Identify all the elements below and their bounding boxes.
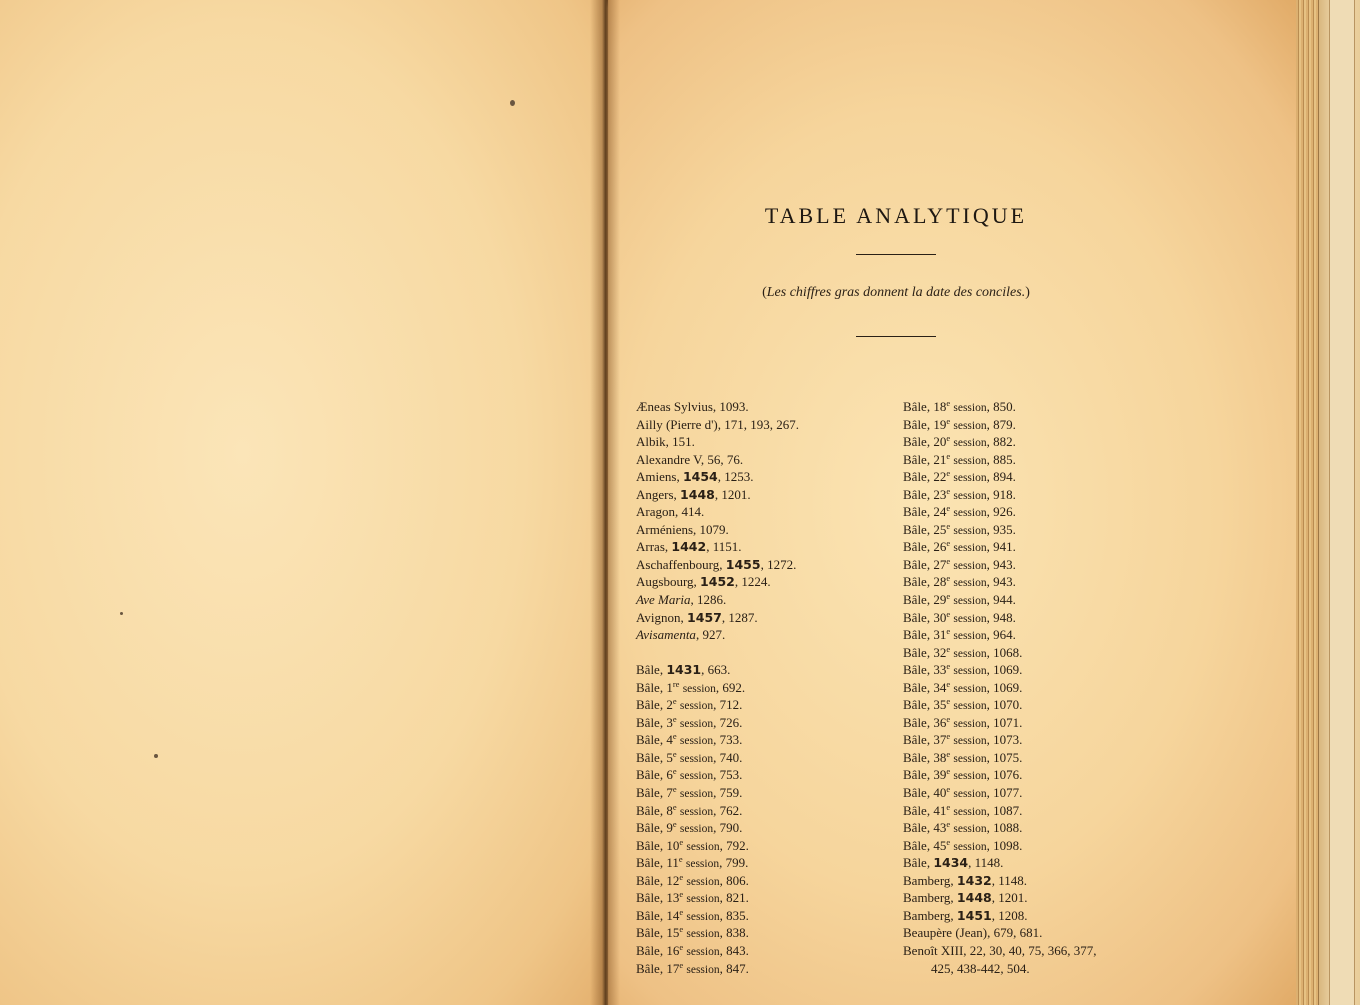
- index-entry: Arméniens, 1079.: [636, 521, 729, 537]
- subtitle-rule: [856, 336, 936, 337]
- index-entry: Bâle, 14e session, 835.: [636, 906, 749, 923]
- index-entry-continuation: 425, 438-442, 504.: [931, 960, 1030, 976]
- page-subtitle: (Les chiffres gras donnent la date des conciles.): [762, 285, 1030, 300]
- index-entry: Bâle, 37e session, 1073.: [903, 731, 1023, 748]
- index-entry: Arras, 1442, 1151.: [636, 539, 742, 555]
- index-entry: Bâle, 2e session, 712.: [636, 696, 743, 713]
- index-entry: Bâle, 23e session, 918.: [903, 485, 1016, 502]
- index-entry: Bâle, 10e session, 792.: [636, 836, 749, 853]
- index-entry: Bâle, 1434, 1148.: [903, 855, 1004, 871]
- index-entry: Bâle, 24e session, 926.: [903, 503, 1016, 520]
- index-entry: Bâle, 5e session, 740.: [636, 748, 743, 765]
- index-entry: Bâle, 34e session, 1069.: [903, 678, 1023, 695]
- index-entry: Æneas Sylvius, 1093.: [636, 399, 749, 414]
- index-entry: Bâle, 21e session, 885.: [903, 450, 1016, 467]
- index-entry: Amiens, 1454, 1253.: [636, 469, 754, 485]
- index-entry: Aragon, 414.: [636, 504, 705, 520]
- index-entry: Bâle, 11e session, 799.: [636, 854, 749, 871]
- index-entry: Avisamenta, 927.: [636, 627, 726, 643]
- index-entry: Bâle, 8e session, 762.: [636, 801, 743, 818]
- index-entry: Bâle, 28e session, 943.: [903, 573, 1016, 590]
- index-entry: Bâle, 39e session, 1076.: [903, 766, 1023, 783]
- index-column-left: [636, 398, 896, 977]
- index-entry: Bâle, 22e session, 894.: [903, 468, 1016, 485]
- index-entry: Bâle, 15e session, 838.: [636, 924, 749, 941]
- index-entry: Bâle, 26e session, 941.: [903, 538, 1016, 555]
- index-entry: Angers, 1448, 1201.: [636, 486, 751, 502]
- index-entry: Bâle, 6e session, 753.: [636, 766, 743, 783]
- index-entry: Bâle, 45e session, 1098.: [903, 836, 1023, 853]
- index-entry: Bâle, 20e session, 882.: [903, 433, 1016, 450]
- index-entry: Bâle, 12e session, 806.: [636, 871, 749, 888]
- index-entry: Bâle, 41e session, 1087.: [903, 801, 1023, 818]
- paper-speck: [120, 612, 123, 615]
- index-entry: Bâle, 27e session, 943.: [903, 555, 1016, 572]
- index-entry: Bâle, 1re session, 692.: [636, 678, 746, 695]
- page-title: TABLE ANALYTIQUE: [764, 203, 1028, 228]
- index-entry: Bamberg, 1432, 1148.: [903, 872, 1027, 888]
- index-entry: Benoît XIII, 22, 30, 40, 75, 366, 377,: [903, 942, 1097, 958]
- index-entry: Bamberg, 1448, 1201.: [903, 890, 1028, 906]
- next-page-edge: [1318, 0, 1360, 1005]
- index-blank-line: [636, 644, 896, 662]
- book-gutter: [590, 0, 620, 1005]
- index-entry: Bâle, 4e session, 733.: [636, 731, 743, 748]
- index-entry: Beaupère (Jean), 679, 681.: [903, 925, 1043, 941]
- index-entry: Ailly (Pierre d'), 171, 193, 267.: [636, 416, 800, 432]
- index-entry: Bâle, 43e session, 1088.: [903, 819, 1023, 836]
- index-entry: Bâle, 1431, 663.: [636, 662, 731, 678]
- index-entry: Bâle, 18e session, 850.: [903, 398, 1016, 414]
- index-entry: Bâle, 36e session, 1071.: [903, 713, 1023, 730]
- index-entry: Bamberg, 1451, 1208.: [903, 907, 1028, 923]
- index-entry: Bâle, 17e session, 847.: [636, 959, 749, 976]
- index-column-right: [903, 398, 1183, 977]
- index-entry: Augsbourg, 1452, 1224.: [636, 574, 771, 590]
- index-entry: Bâle, 9e session, 790.: [636, 819, 743, 836]
- index-entry: Avignon, 1457, 1287.: [636, 609, 758, 625]
- paper-speck: [510, 100, 515, 106]
- index-entry: Bâle, 33e session, 1069.: [903, 661, 1023, 678]
- index-entry: Bâle, 29e session, 944.: [903, 591, 1016, 608]
- index-entry: Bâle, 40e session, 1077.: [903, 784, 1023, 801]
- left-page-blank: [0, 0, 606, 1005]
- index-entry: Bâle, 16e session, 843.: [636, 941, 749, 958]
- index-entry: Bâle, 19e session, 879.: [903, 415, 1016, 432]
- index-entry: Bâle, 38e session, 1075.: [903, 748, 1023, 765]
- index-entry: Bâle, 35e session, 1070.: [903, 696, 1023, 713]
- page-edges: [1296, 0, 1318, 1005]
- index-entry: Bâle, 7e session, 759.: [636, 784, 743, 801]
- index-entry: Bâle, 31e session, 964.: [903, 626, 1016, 643]
- index-entry: Aschaffenbourg, 1455, 1272.: [636, 556, 797, 572]
- index-entry: Bâle, 13e session, 821.: [636, 889, 749, 906]
- title-rule: [856, 254, 936, 255]
- index-entry: Bâle, 30e session, 948.: [903, 608, 1016, 625]
- index-entry: Alexandre V, 56, 76.: [636, 451, 744, 467]
- index-entry: Albik, 151.: [636, 434, 695, 450]
- index-entry: Ave Maria, 1286.: [636, 592, 727, 608]
- paper-speck: [154, 754, 158, 758]
- index-entry: Bâle, 25e session, 935.: [903, 520, 1016, 537]
- index-entry: Bâle, 32e session, 1068.: [903, 643, 1023, 660]
- index-entry: Bâle, 3e session, 726.: [636, 713, 743, 730]
- next-page-strip: [1329, 0, 1355, 1005]
